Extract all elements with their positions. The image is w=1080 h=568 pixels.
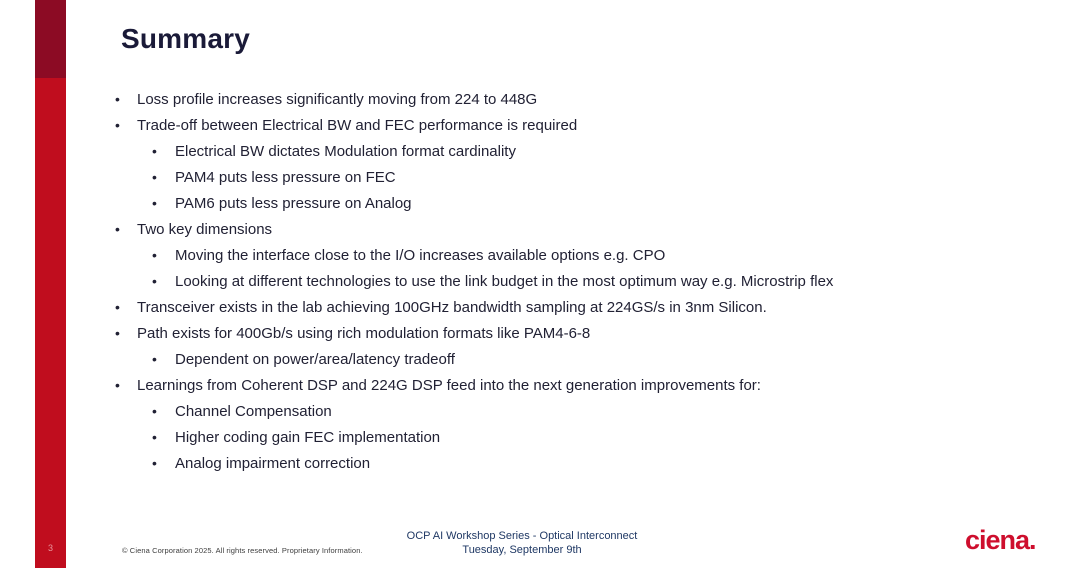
- bullet-text: Channel Compensation: [175, 403, 332, 420]
- bullet-text: PAM6 puts less pressure on Analog: [175, 195, 412, 212]
- bullet-text: Dependent on power/area/latency tradeoff: [175, 351, 455, 368]
- bullet-marker: •: [152, 403, 157, 419]
- page-number: 3: [47, 543, 53, 553]
- bullet-item: [107, 273, 1037, 290]
- accent-bar: [35, 0, 66, 568]
- bullet-item: [107, 169, 1037, 186]
- bullet-item: [107, 403, 1037, 420]
- footer-event-line1: OCP AI Workshop Series - Optical Interconnect: [406, 530, 638, 542]
- bullet-item: [107, 429, 1037, 446]
- bullet-item: [107, 377, 1037, 394]
- bullet-text: Moving the interface close to the I/O increases available options e.g. CPO: [175, 247, 666, 264]
- bullet-text: Looking at different technologies to use the link budget in the most optimum way e.g. Microstrip flex: [175, 273, 834, 290]
- bullet-text: Transceiver exists in the lab achieving 100GHz bandwidth sampling at 224GS/s in 3nm Silicon.: [137, 299, 767, 316]
- bullet-marker: •: [152, 455, 157, 471]
- bullet-text: Electrical BW dictates Modulation format cardinality: [175, 143, 516, 160]
- bullet-item: [107, 299, 1037, 316]
- bullet-item: [107, 455, 1037, 472]
- bullet-marker: •: [152, 429, 157, 445]
- bullet-text: Learnings from Coherent DSP and 224G DSP feed into the next generation improvements for:: [137, 377, 761, 394]
- bullet-item: [107, 325, 1037, 342]
- bullet-text: Loss profile increases significantly moving from 224 to 448G: [137, 91, 538, 108]
- bullet-item: [107, 221, 1037, 238]
- accent-bar-bottom: [35, 78, 66, 568]
- bullet-marker: •: [115, 91, 120, 107]
- bullet-item: [107, 195, 1037, 212]
- bullet-marker: •: [152, 351, 157, 367]
- bullet-item: [107, 351, 1037, 368]
- bullet-marker: •: [152, 143, 157, 159]
- copyright-text: © Ciena Corporation 2025. All rights reserved. Proprietary Information.: [122, 546, 363, 555]
- bullet-item: [107, 117, 1037, 134]
- bullet-marker: •: [152, 273, 157, 289]
- footer-event: [407, 530, 638, 557]
- bullet-item: [107, 91, 1037, 108]
- bullet-item: [107, 247, 1037, 264]
- bullet-text: PAM4 puts less pressure on FEC: [175, 169, 396, 186]
- bullet-text: Path exists for 400Gb/s using rich modulation formats like PAM4-6-8: [137, 325, 591, 342]
- bullet-marker: •: [115, 221, 120, 237]
- bullet-marker: •: [115, 377, 120, 393]
- bullet-marker: •: [115, 299, 120, 315]
- slide-title: Summary: [121, 23, 251, 54]
- ciena-logo: ciena.: [965, 525, 1036, 555]
- bullet-text: Higher coding gain FEC implementation: [175, 429, 441, 446]
- accent-bar-top: [35, 0, 66, 78]
- bullet-marker: •: [152, 195, 157, 211]
- bullet-marker: •: [115, 117, 120, 133]
- bullet-list: [107, 91, 1037, 481]
- bullet-item: [107, 143, 1037, 160]
- bullet-marker: •: [115, 325, 120, 341]
- bullet-text: Analog impairment correction: [175, 455, 371, 472]
- bullet-text: Two key dimensions: [137, 221, 273, 238]
- bullet-marker: •: [152, 169, 157, 185]
- bullet-marker: •: [152, 247, 157, 263]
- footer-event-line2: Tuesday, September 9th: [462, 543, 582, 556]
- bullet-text: Trade-off between Electrical BW and FEC performance is required: [137, 117, 578, 134]
